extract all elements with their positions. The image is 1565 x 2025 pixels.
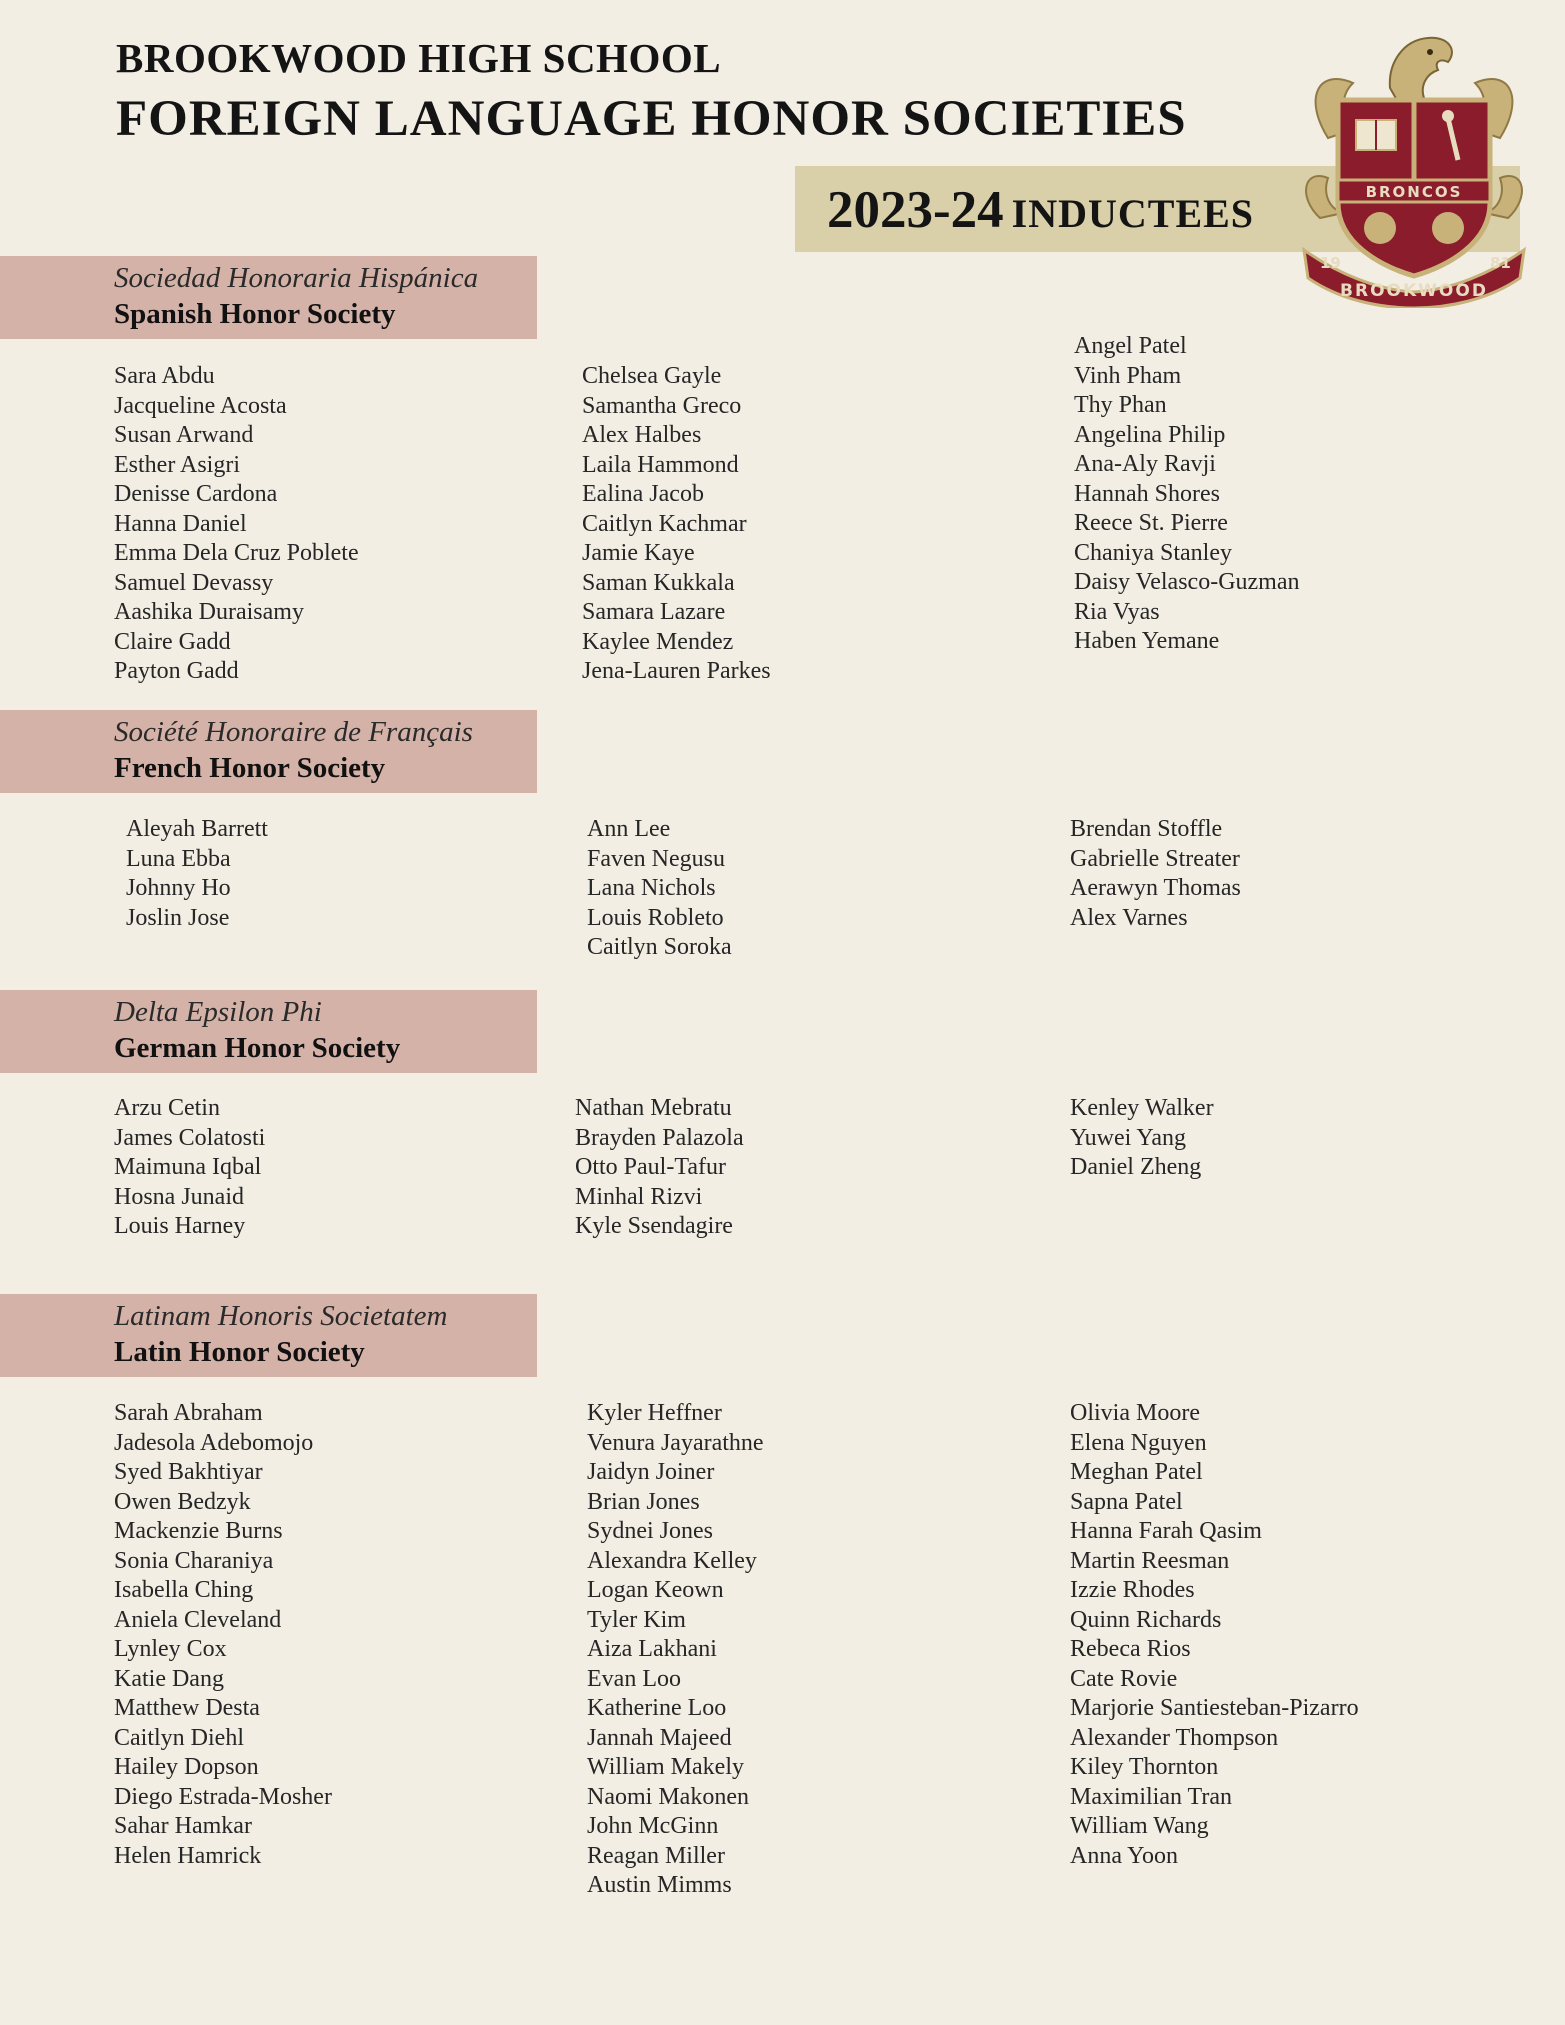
inductee-name: Alexandra Kelley [587,1547,757,1574]
crest-year-right: 81 [1490,254,1511,272]
inductee-name: Aleyah Barrett [126,816,268,842]
crest-bottom-text: BROOKWOOD [1340,281,1488,301]
spanish-english-name: Spanish Honor Society [114,298,396,330]
inductee-name: Lana Nichols [587,875,716,901]
inductee-name: Kaylee Mendez [582,628,734,655]
inductee-name: John McGinn [587,1813,719,1839]
german-english-name: German Honor Society [114,1032,401,1064]
section-header-spanish [0,256,537,339]
inductee-name: Aiza Lakhani [587,1636,717,1662]
brookwood-crest-logo [1298,28,1530,308]
inductee-name: Alexander Thompson [1070,1724,1279,1751]
inductee-name: Payton Gadd [114,658,239,684]
inductee-name: Aashika Duraisamy [114,599,304,625]
inductee-name: William Wang [1070,1813,1209,1839]
inductee-name: Samara Lazare [582,599,726,625]
inductee-name: Elena Nguyen [1070,1429,1207,1456]
year-text: 2023-24 [827,181,1004,239]
inductee-name: Alex Halbes [582,422,702,448]
inductees-heading [827,180,1254,240]
inductee-name: Denisse Cardona [114,481,278,507]
inductee-name: Claire Gadd [114,628,231,655]
inductee-name: Minhal Rizvi [575,1183,703,1210]
inductee-name: Mackenzie Burns [114,1518,283,1544]
section-header-french [0,710,537,793]
inductee-name: Olivia Moore [1070,1400,1200,1426]
inductee-name: Emma Dela Cruz Poblete [114,540,359,566]
inductee-name: Sonia Charaniya [114,1547,274,1574]
inductee-name: James Colatosti [114,1124,266,1151]
french-names-col-1 [126,815,268,933]
inductee-name: Angelina Philip [1074,421,1226,448]
inductee-name: Brendan Stoffle [1070,816,1223,842]
inductee-name: Caitlyn Kachmar [582,510,747,537]
inductee-name: Sara Abdu [114,363,215,389]
inductee-name: Owen Bedzyk [114,1488,251,1515]
inductee-name: Jaidyn Joiner [587,1459,715,1485]
inductee-name: Izzie Rhodes [1070,1577,1195,1603]
inductee-name: Katherine Loo [587,1695,727,1721]
french-english-name: French Honor Society [114,752,386,784]
inductee-name: Alex Varnes [1070,904,1188,931]
inductee-name: Gabrielle Streater [1070,845,1240,872]
inductee-name: Naomi Makonen [587,1783,749,1810]
inductee-name: Hosna Junaid [114,1183,244,1210]
inductee-name: Maimuna Iqbal [114,1154,262,1180]
inductee-name: Samuel Devassy [114,569,274,596]
section-header-german [0,990,537,1073]
french-names-col-3 [1070,815,1241,933]
horse-head-icon [1390,38,1452,102]
inductee-name: Jannah Majeed [587,1724,732,1751]
inductee-name: Faven Negusu [587,845,725,872]
inductee-name: Lynley Cox [114,1636,227,1662]
inductee-name: Jena-Lauren Parkes [582,658,771,684]
inductee-name: Hanna Farah Qasim [1070,1518,1262,1544]
inductee-name: Caitlyn Diehl [114,1724,244,1751]
latin-names-col-2 [587,1399,764,1901]
inductee-name: Kiley Thornton [1070,1754,1219,1780]
inductee-name: Meghan Patel [1070,1459,1203,1485]
inductee-name: Chaniya Stanley [1074,539,1232,566]
animal-emblem-icon [1432,212,1464,244]
inductee-name: Daniel Zheng [1070,1154,1202,1180]
inductee-name: Matthew Desta [114,1695,260,1721]
german-names-col-3 [1070,1094,1214,1183]
inductee-name: Louis Robleto [587,904,724,931]
latin-native-name: Latinam Honoris Societatem [114,1300,448,1332]
inductee-name: Thy Phan [1074,392,1167,418]
inductee-name: Otto Paul-Tafur [575,1154,726,1180]
section-header-latin [0,1294,537,1377]
inductee-name: Ana-Aly Ravji [1074,451,1216,477]
inductee-name: Logan Keown [587,1577,724,1603]
inductee-name: Ealina Jacob [582,481,704,507]
german-names-col-2 [575,1094,744,1242]
inductee-name: Louis Harney [114,1213,246,1239]
inductee-name: Cate Rovie [1070,1665,1178,1692]
inductee-name: Aerawyn Thomas [1070,875,1241,901]
spanish-names-col-2 [582,362,771,687]
inductee-name: Sahar Hamkar [114,1813,252,1839]
masks-icon [1364,212,1396,244]
german-names-col-1 [114,1094,265,1242]
inductee-name: Helen Hamrick [114,1842,262,1869]
latin-english-name: Latin Honor Society [114,1336,365,1368]
inductee-name: Caitlyn Soroka [587,934,732,960]
inductee-name: Isabella Ching [114,1577,254,1603]
inductee-name: Austin Mimms [587,1872,732,1898]
inductee-name: Haben Yemane [1074,628,1220,654]
inductee-name: Reagan Miller [587,1842,725,1869]
inductee-name: Brian Jones [587,1488,700,1515]
inductee-name: Yuwei Yang [1070,1124,1187,1151]
german-native-name: Delta Epsilon Phi [114,996,322,1028]
inductee-name: Luna Ebba [126,845,231,872]
inductee-name: Laila Hammond [582,451,739,478]
inductee-name: Tyler Kim [587,1606,686,1633]
inductee-name: Sarah Abraham [114,1400,263,1426]
latin-names-col-1 [114,1399,332,1871]
inductee-name: Arzu Cetin [114,1095,220,1121]
inductee-name: Johnny Ho [126,875,231,901]
inductee-name: Nathan Mebratu [575,1095,732,1121]
inductee-name: Hanna Daniel [114,510,247,537]
inductee-name: Katie Dang [114,1665,224,1692]
inductee-name: Rebeca Rios [1070,1636,1191,1662]
inductee-name: Chelsea Gayle [582,363,722,389]
inductee-name: William Makely [587,1754,744,1780]
inductee-name: Venura Jayarathne [587,1429,764,1456]
crest-year-left: 19 [1320,254,1341,272]
inductee-name: Jacqueline Acosta [114,392,287,419]
inductee-name: Sydnei Jones [587,1518,713,1544]
inductee-name: Evan Loo [587,1665,681,1692]
inductee-name: Anna Yoon [1070,1842,1179,1869]
inductee-name: Esther Asigri [114,451,240,478]
inductee-name: Syed Bakhtiyar [114,1459,263,1485]
crest-top-text: BRONCOS [1365,183,1463,201]
inductee-name: Ria Vyas [1074,598,1160,625]
french-names-col-2 [587,815,732,963]
inductee-name: Samantha Greco [582,392,742,419]
french-native-name: Société Honoraire de Français [114,716,473,748]
inductee-name: Kenley Walker [1070,1095,1214,1121]
inductee-name: Daisy Velasco-Guzman [1074,569,1300,595]
inductee-name: Kyle Ssendagire [575,1213,733,1239]
inductee-name: Brayden Palazola [575,1124,744,1151]
inductee-name: Sapna Patel [1070,1488,1183,1515]
spanish-native-name: Sociedad Honoraria Hispánica [114,262,479,294]
page-title: FOREIGN LANGUAGE HONOR SOCIETIES [116,91,1187,147]
inductee-name: Kyler Heffner [587,1400,722,1426]
inductee-name: Marjorie Santiesteban-Pizarro [1070,1695,1359,1721]
inductee-name: Saman Kukkala [582,569,735,596]
inductee-name: Angel Patel [1074,333,1187,359]
spanish-names-col-3 [1074,332,1300,657]
inductee-name: Hannah Shores [1074,480,1220,507]
inductee-name: Martin Reesman [1070,1547,1230,1574]
inductee-name: Maximilian Tran [1070,1783,1233,1810]
inductee-name: Jamie Kaye [582,540,695,566]
spanish-names-col-1 [114,362,359,687]
inductee-name: Hailey Dopson [114,1754,259,1780]
inductee-name: Jadesola Adebomojo [114,1429,314,1456]
inductee-name: Aniela Cleveland [114,1606,282,1633]
inductee-name: Diego Estrada-Mosher [114,1783,332,1810]
inductee-name: Joslin Jose [126,904,230,931]
latin-names-col-3 [1070,1399,1359,1871]
inductee-name: Quinn Richards [1070,1606,1222,1633]
inductee-name: Vinh Pham [1074,362,1182,389]
inductee-name: Reece St. Pierre [1074,510,1228,536]
inductees-label: INDUCTEES [1011,191,1255,236]
inductee-name: Susan Arwand [114,422,254,448]
school-name: BROOKWOOD HIGH SCHOOL [116,35,722,81]
inductee-name: Ann Lee [587,816,671,842]
